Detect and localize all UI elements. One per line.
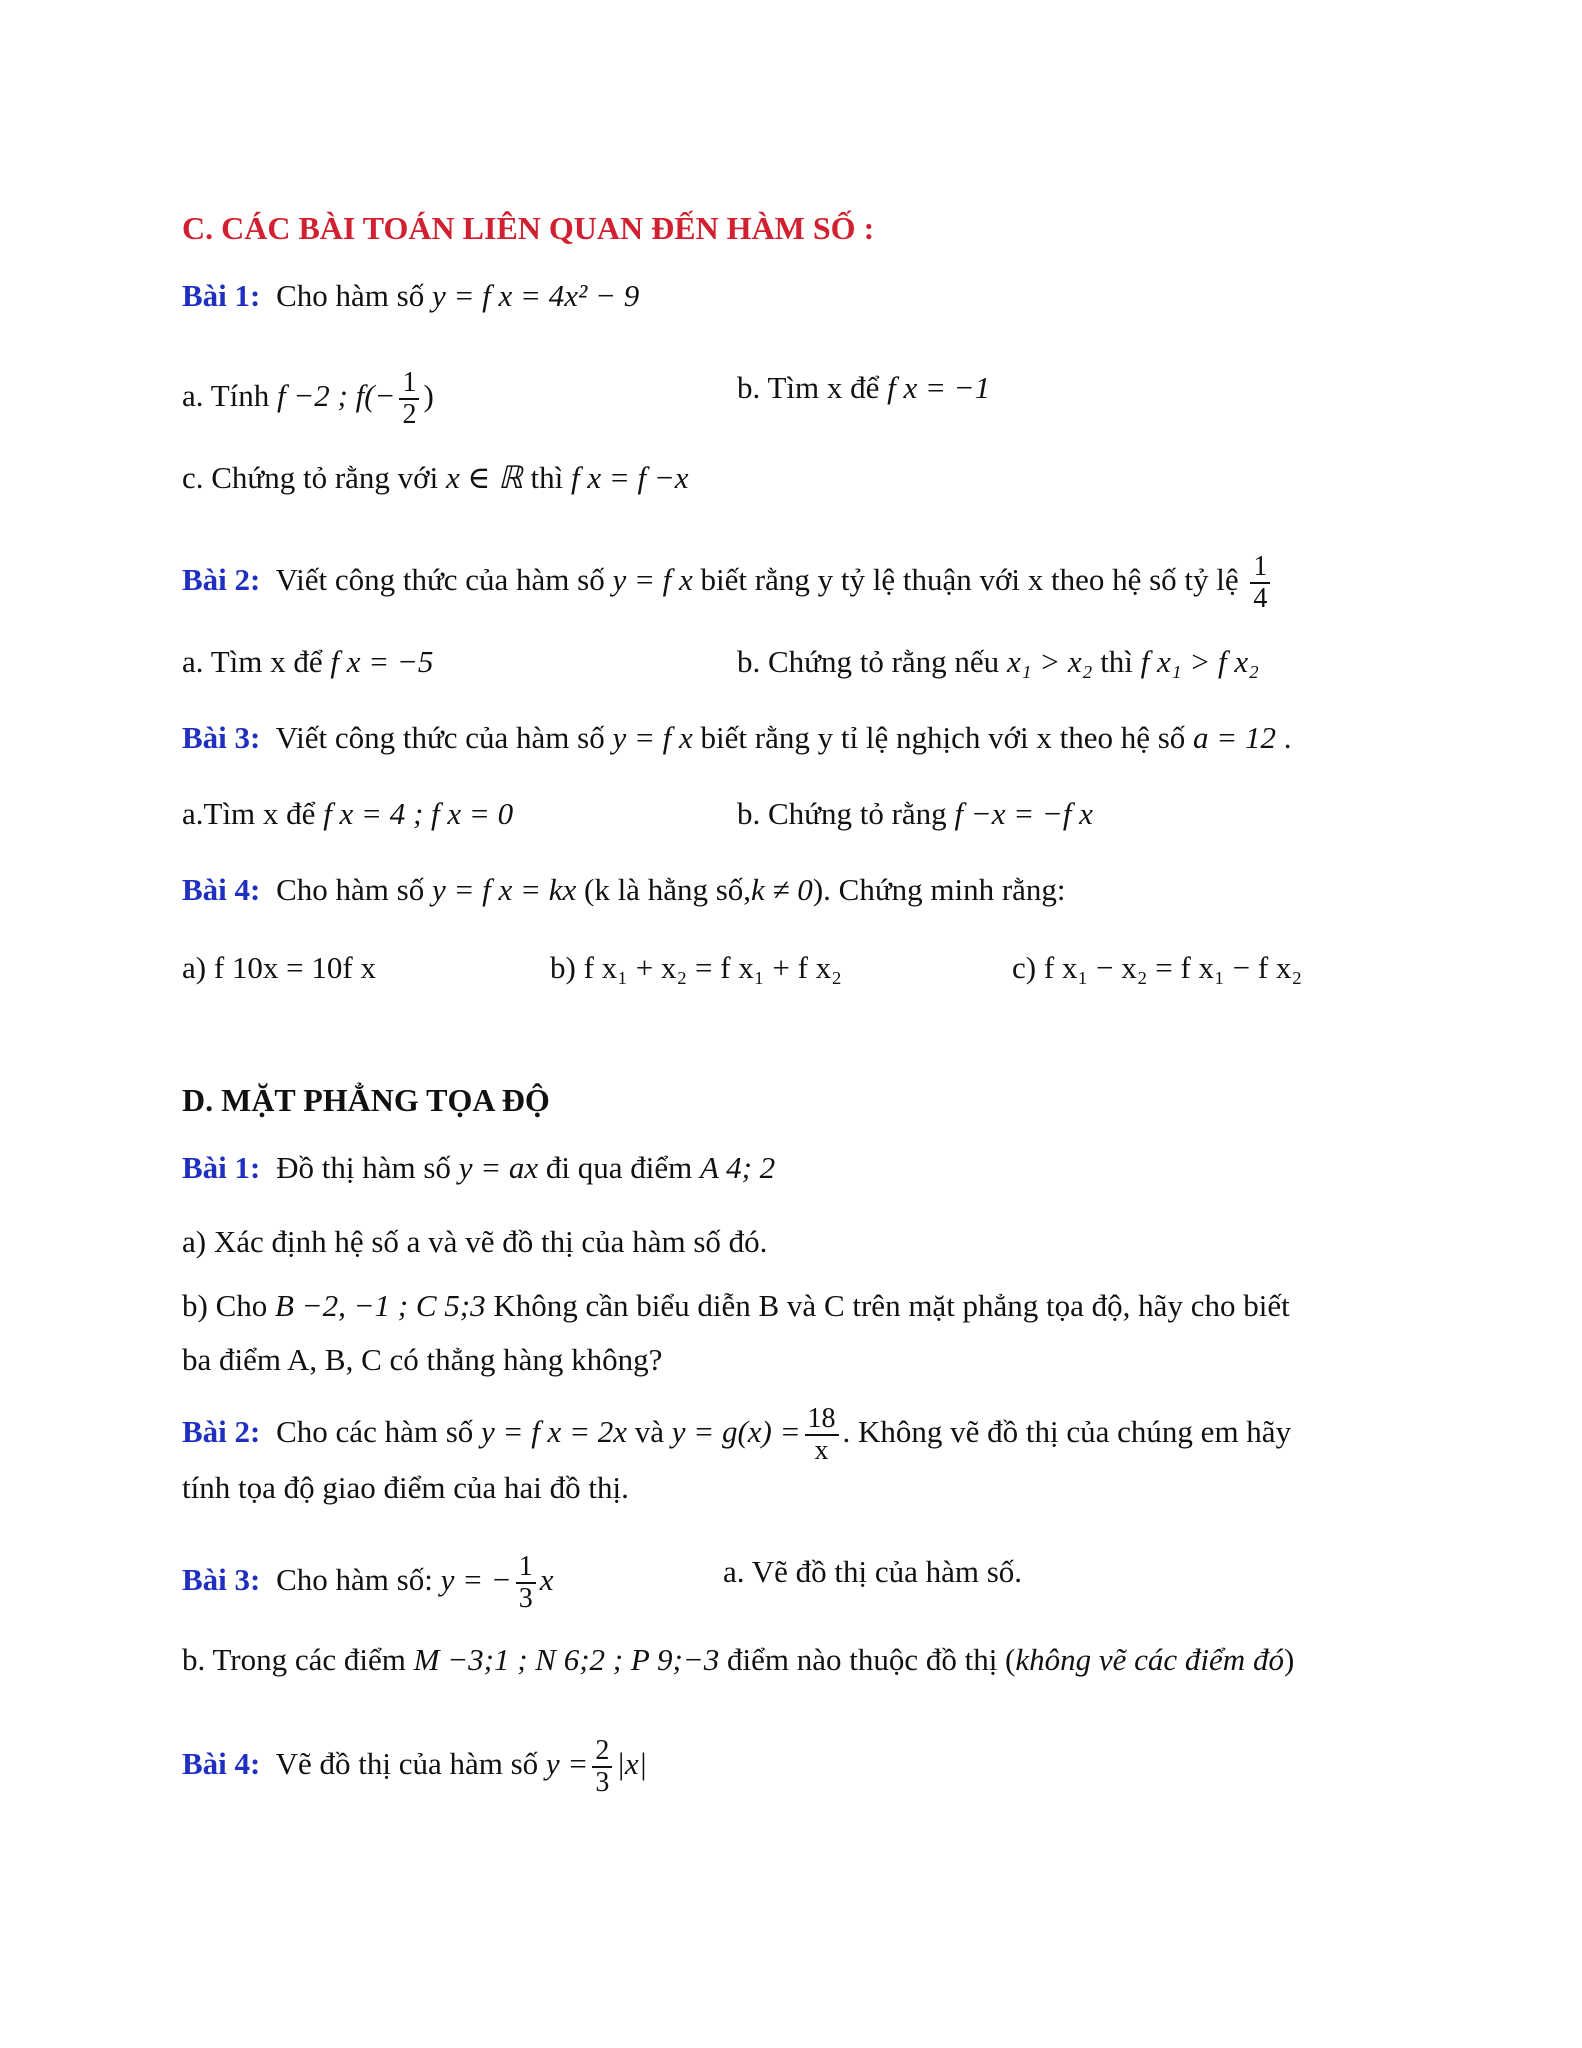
frac-num: 1 [399, 368, 419, 400]
c-bai4-text2: (k là hằng số, [584, 872, 752, 907]
c-bai1-line [182, 276, 639, 316]
d-bai2-mid: và [634, 1414, 665, 1450]
c-bai2-a [182, 642, 433, 682]
d-bai1-b-text2: Không cần biểu diễn B và C trên mặt phẳng tọa độ, hãy cho biết [493, 1288, 1290, 1323]
c-bai1-a-text: a. Tính [182, 378, 270, 414]
c-bai3-a [182, 794, 513, 834]
c-bai3-expr2: a = 12 [1193, 720, 1276, 755]
c-bai4-expr2: k ≠ 0 [751, 872, 813, 907]
c-bai4-label: Bài 4: [182, 872, 261, 907]
frac-den: 2 [402, 399, 417, 430]
d-bai1-line [182, 1148, 775, 1188]
c-bai3-line: Bài 3: Viết công thức của hàm số y = f x biết rằng y tỉ lệ nghịch với x theo hệ số a = 12 . [182, 720, 1292, 755]
c-bai1-a-frac [399, 368, 419, 430]
frac-num: 2 [592, 1736, 612, 1768]
c-bai1-c-text: c. Chứng tỏ rằng với [182, 460, 439, 495]
frac-num: 18 [805, 1404, 839, 1436]
frac-den: 4 [1253, 583, 1268, 614]
d-bai3-frac [516, 1552, 536, 1614]
frac-den: 3 [595, 1767, 610, 1798]
d-bai3-line [182, 1552, 553, 1614]
d-bai1-b [182, 1286, 1290, 1326]
c-bai4-line [182, 870, 1066, 910]
c-bai1-b [737, 368, 990, 408]
d-bai4-label: Bài 4: [182, 1746, 261, 1782]
c-bai1-b-expr: f x = −1 [887, 370, 991, 405]
d-bai4-text: Vẽ đồ thị của hàm số [275, 1746, 539, 1782]
c-bai1-c-expr1: x ∈ ℝ [445, 460, 523, 495]
c-bai1-a [182, 368, 434, 430]
c-bai2-expr: y = f x [612, 562, 693, 598]
c-bai4-expr: y = f x = kx [432, 872, 577, 907]
c-bai4-text3: ). Chứng minh rằng: [812, 872, 1066, 907]
c-bai1-label: Bài 1: [182, 278, 261, 313]
c-bai4-b: b) f x₁ + x₂ = f x₁ + f x₂ [550, 950, 842, 985]
d-bai3-b-italic: không vẽ các điểm đó [1015, 1642, 1284, 1677]
d-bai4-frac [592, 1736, 612, 1798]
d-bai3-b-text2: điểm nào thuộc đồ thị ( [726, 1642, 1016, 1677]
d-bai1-expr2: A 4; 2 [699, 1150, 776, 1185]
c-bai1-text: Cho hàm số [276, 278, 425, 313]
c-bai3-b-text: b. Chứng tỏ rằng [737, 796, 947, 831]
frac-num: 1 [516, 1552, 536, 1584]
c-bai3-a-text: a.Tìm x để [182, 796, 316, 831]
c-bai2-label: Bài 2: [182, 562, 261, 598]
c-bai2-frac [1250, 552, 1270, 614]
c-bai1-a-close: ) [423, 378, 434, 414]
d-bai3-expr: y = − [440, 1562, 512, 1598]
d-bai1-expr: y = ax [458, 1150, 539, 1185]
c-bai1-c [182, 458, 689, 498]
d-bai2-text2: . Không vẽ đồ thị của chúng em hãy [842, 1414, 1292, 1450]
c-bai1-c-mid: thì [530, 460, 564, 495]
c-bai3-a-expr: f x = 4 ; f x = 0 [323, 796, 514, 831]
c-bai2-a-text: a. Tìm x để [182, 644, 323, 679]
c-bai3-text: Viết công thức của hàm số [275, 720, 605, 755]
c-bai2-text2: biết rằng y tỷ lệ thuận với x theo hệ số tỷ lệ [700, 562, 1239, 598]
d-bai1-b-expr: B −2, −1 ; C 5;3 [275, 1288, 486, 1323]
frac-den: x [814, 1435, 829, 1466]
d-bai2-expr: y = f x = 2x [481, 1414, 627, 1450]
d-bai3-expr-tail: x [539, 1562, 554, 1598]
c-bai3-b [737, 794, 1093, 834]
d-bai3-b [182, 1640, 1294, 1680]
d-bai3-text: Cho hàm số: [276, 1562, 433, 1598]
d-bai1-text: Đồ thị hàm số [276, 1150, 451, 1185]
d-bai3-a: a. Vẽ đồ thị của hàm số. [723, 1554, 1023, 1589]
c-bai2-b-expr1: x₁ > x₂ [1006, 644, 1093, 679]
c-bai2-b [737, 642, 1259, 682]
c-bai2-line [182, 552, 1274, 614]
d-bai2-expr2: y = g(x) = [671, 1414, 801, 1450]
d-bai2-text: Cho các hàm số [276, 1414, 474, 1450]
d-bai3-b-text: b. Trong các điểm [182, 1642, 406, 1677]
section-d-title: D. MẶT PHẲNG TỌA ĐỘ [182, 1082, 550, 1118]
d-bai1-text2: đi qua điểm [545, 1150, 693, 1185]
section-c-title: C. CÁC BÀI TOÁN LIÊN QUAN ĐẾN HÀM SỐ : [182, 210, 875, 246]
c-bai1-a-expr: f −2 ; f(− [277, 378, 396, 414]
c-bai2-b-mid: thì [1100, 644, 1133, 679]
d-bai2-label: Bài 2: [182, 1414, 261, 1450]
d-bai2-frac [805, 1404, 839, 1466]
c-bai4-text: Cho hàm số [276, 872, 425, 907]
d-bai1-b-text: b) Cho [182, 1288, 268, 1323]
d-bai4-line [182, 1736, 647, 1798]
c-bai3-b-expr: f −x = −f x [954, 796, 1093, 831]
d-bai1-b3: ba điểm A, B, C có thẳng hàng không? [182, 1342, 663, 1377]
d-bai2-line [182, 1404, 1291, 1466]
c-bai1-c-expr2: f x = f −x [570, 460, 689, 495]
d-bai4-expr: y = [545, 1746, 589, 1782]
d-bai4-expr-tail: |x| [616, 1746, 648, 1782]
d-bai1-a: a) Xác định hệ số a và vẽ đồ thị của hàm số đó. [182, 1224, 768, 1259]
d-bai2-text3: tính tọa độ giao điểm của hai đồ thị. [182, 1470, 629, 1505]
frac-num: 1 [1250, 552, 1270, 584]
d-bai3-b-close: ) [1283, 1642, 1295, 1677]
c-bai3-label: Bài 3: [182, 720, 261, 755]
c-bai2-b-text: b. Chứng tỏ rằng nếu [737, 644, 1000, 679]
d-bai3-b-expr: M −3;1 ; N 6;2 ; P 9;−3 [413, 1642, 720, 1677]
c-bai2-a-expr: f x = −5 [330, 644, 434, 679]
c-bai1-expr: y = f x = 4x² − 9 [432, 278, 640, 313]
d-bai3-label: Bài 3: [182, 1562, 261, 1598]
c-bai4-a: a) f 10x = 10f x [182, 950, 376, 985]
c-bai4-c: c) f x₁ − x₂ = f x₁ − f x₂ [1012, 950, 1303, 985]
frac-den: 3 [518, 1583, 533, 1614]
c-bai2-b-expr2: f x₁ > f x₂ [1140, 644, 1259, 679]
c-bai2-text: Viết công thức của hàm số [275, 562, 605, 598]
d-bai1-label: Bài 1: [182, 1150, 261, 1185]
c-bai3-text2: biết rằng y tỉ lệ nghịch với x theo hệ số [700, 720, 1186, 755]
c-bai3-expr: y = f x [612, 720, 693, 755]
c-bai1-b-text: b. Tìm x để [737, 370, 880, 405]
